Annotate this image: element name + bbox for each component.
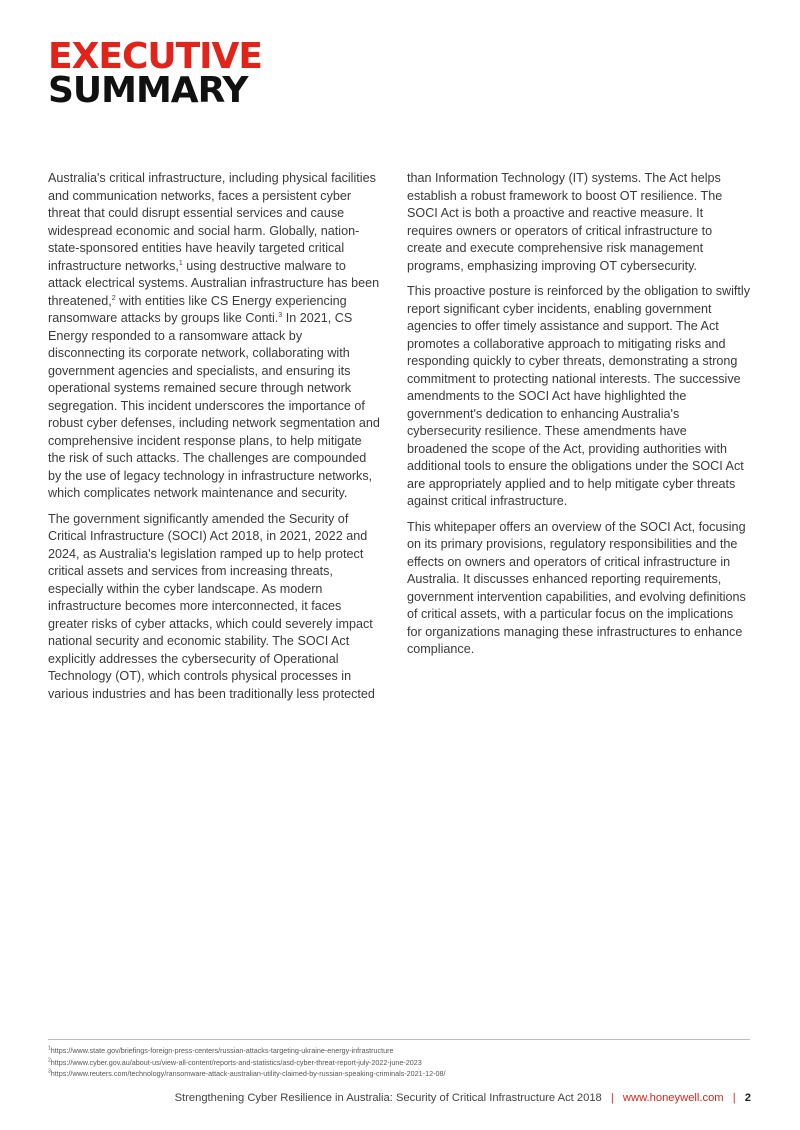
footnote-link[interactable]: https://www.reuters.com/technology/ransomware-attack-australian-utility-claimed-by-russian-speaking-criminals-2021-12-08/ [50,1069,446,1078]
footnote-1 [48,1045,750,1057]
right-column [407,170,750,667]
footnote-link[interactable]: https://www.state.gov/briefings-foreign-press-centers/russian-attacks-targeting-ukraine-energy-infrastructure [50,1046,394,1055]
paragraph-text: In 2021, CS Energy responded to a ransomware attack by disconnecting its corporate network, collaborating with government agencies and specialists, and ensuring its operational systems remained secure through network segregation. This incident underscores the importance of robust cyber defenses, including network segmentation and comprehensive incident response plans, to help mitigate the risk of such attacks. The challenges are compounded by the use of legacy technology in infrastructure networks, which complicates network maintenance and security. [48,311,380,500]
footnotes [48,1039,750,1080]
footnote-3 [48,1068,750,1080]
footnote-ref-2: 2 [111,294,116,302]
paragraph-text: with entities like CS Energy experiencing ransomware attacks by groups like Conti. [48,293,347,325]
left-column [48,170,380,711]
footnote-number: 1 [48,1045,51,1052]
footer-document-title: Strengthening Cyber Resilience in Australia: Security of Critical Infrastructure Act 2018 [174,1092,602,1104]
footnote-2 [48,1057,750,1069]
paragraph-text: using destructive malware to attack electrical systems. Australian infrastructure has been threatened, [48,258,380,308]
footer-separator: | [732,1092,736,1104]
paragraph-intro [48,170,380,503]
page-title [48,36,262,111]
paragraph-reporting: This proactive posture is reinforced by the obligation to swiftly report significant cyber incidents, enabling government agencies to offer timely assistance and support. The Act promotes a collaborative approach to mitigating risks and responding quickly to cyber threats, demonstrating a strong commitment to protecting national interests. The successive amendments to the SOCI Act have highlighted the government's dedication to enhancing Australia's cybersecurity resilience. These amendments have broadened the scope of the Act, providing authorities with additional tools to ensure the obligations under the SOCI Act are appropriately applied and to help mitigate cyber threats against critical infrastructure. [407,284,750,508]
footnote-link[interactable]: https://www.cyber.gov.au/about-us/view-all-content/reports-and-statistics/asd-cyber-threat-report-july-2022-june-2023 [50,1057,422,1067]
footer-separator: | [610,1092,614,1104]
paragraph-whitepaper-overview: This whitepaper offers an overview of the SOCI Act, focusing on its primary provisions, regulatory responsibilities and the effects on owners and operators of critical infrastructure in Australia. It discusses enhanced reporting requirements, government intervention capabilities, and evolving definitions of critical assets, with a particular focus on the implications for organizations managing these infrastructures to enhance compliance. [407,519,746,656]
footer-website-link[interactable]: www.honeywell.com [622,1092,724,1104]
footnote-ref-3: 3 [278,311,283,319]
footnote-ref-1: 1 [178,259,183,267]
paragraph-amendments: The government significantly amended the Security of Critical Infrastructure (SOCI) Act 2018, in 2021, 2022 and 2024, as Australia's legislation ramped up to help protect critical assets and services from increasing threats, especially within the cyber landscape. As modern infrastructure becomes more interconnected, it faces greater risks of cyber attacks, which could severely impact national security and economic stability. The SOCI Act explicitly addresses the cybersecurity of Operational Technology (OT), which controls physical processes in various industries and has been traditionally less protected [48,511,375,701]
footnote-number: 2 [48,1057,51,1064]
paragraph-ot-framework: than Information Technology (IT) systems. The Act helps establish a robust framework to boost OT resilience. The SOCI Act is both a proactive and reactive measure. It requires owners or operators of critical infrastructure to create and execute comprehensive risk management programs, emphasizing improving OT cybersecurity. [407,171,723,273]
title-line-executive: EXECUTIVE [48,36,262,77]
paragraph-text: Australia's critical infrastructure, including physical facilities and communication networks, faces a persistent cyber threat that could disrupt essential services and cause widespread economic and social harm. Globally, nation-state-sponsored entities have heavily targeted critical infrastructure networks, [48,171,376,273]
title-line-summary: SUMMARY [48,70,248,111]
footnote-number: 3 [48,1068,51,1075]
page-number: 2 [744,1092,751,1104]
page-footer [175,1092,751,1104]
